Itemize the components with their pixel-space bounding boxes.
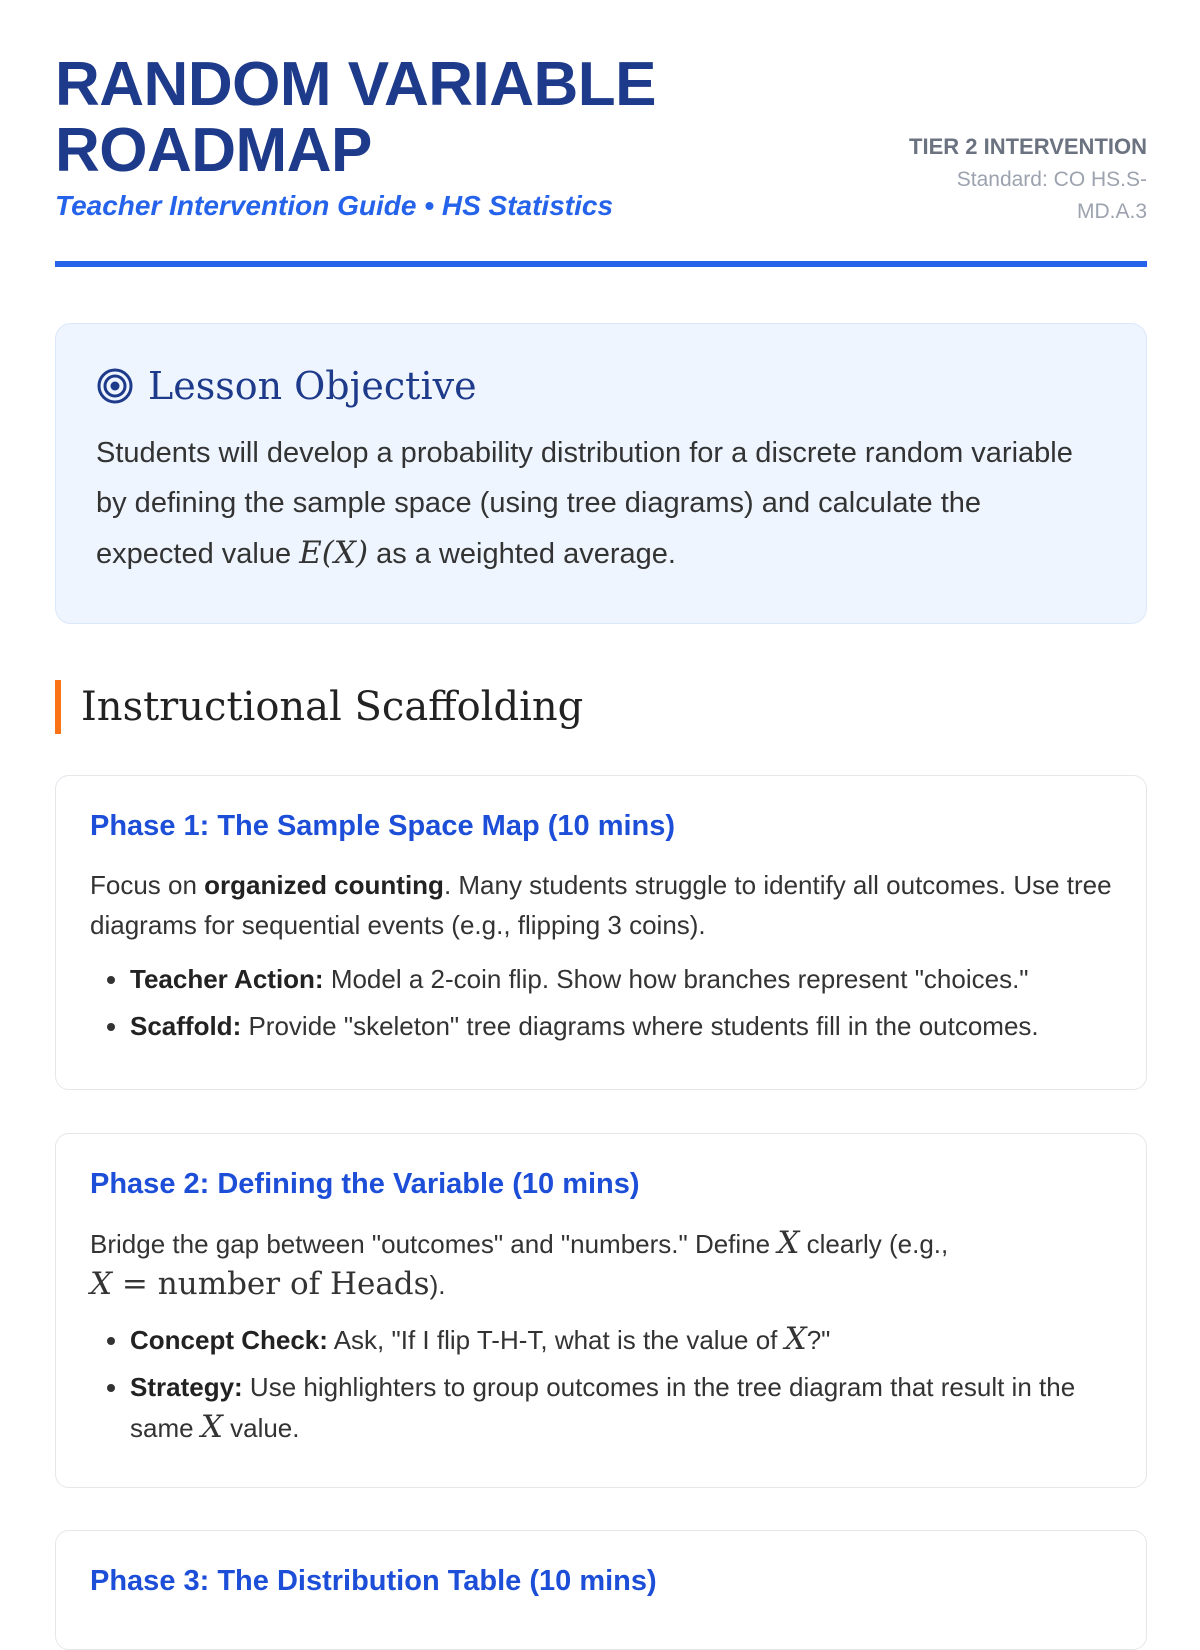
bullet-math-var: X: [200, 1409, 223, 1445]
phase-2-math-var: X: [90, 1266, 113, 1302]
objective-text-part-1: Students will develop a probability distribution for a discrete random variable by defining the sample space (using tree diagrams) and calculate the expected value: [96, 437, 1073, 570]
target-icon: [96, 367, 134, 405]
lesson-objective-box: [55, 323, 1147, 624]
page-subtitle: Teacher Intervention Guide • HS Statistics: [55, 190, 614, 221]
bullet-label: Concept Check:: [130, 1325, 328, 1355]
section-heading: [55, 680, 583, 734]
list-item: [130, 959, 1112, 999]
list-item: [130, 1367, 1112, 1448]
bullet-text: Provide "skeleton" tree diagrams where students fill in the outcomes.: [241, 1011, 1039, 1041]
bullet-text-end: value.: [222, 1413, 300, 1443]
phase-1-bullets: [90, 959, 1112, 1046]
title-line-2: ROADMAP: [55, 116, 372, 185]
bullet-label: Strategy:: [130, 1372, 243, 1402]
phase-1-desc-bold: organized counting: [204, 870, 444, 900]
objective-math: E(X): [299, 535, 369, 571]
phase-2-desc-pre: Bridge the gap between "outcomes" and "numbers." Define: [90, 1229, 778, 1259]
bullet-text: Model a 2-coin flip. Show how branches represent "choices.": [323, 964, 1029, 994]
bullet-math-var: X: [784, 1321, 807, 1357]
phase-1-description: [90, 865, 1112, 945]
objective-text-part-2: as a weighted average.: [368, 538, 676, 570]
standard-line-2: MD.A.3: [1076, 200, 1147, 223]
bullet-text: Ask, "If I flip T-H-T, what is the value of: [327, 1325, 785, 1355]
tier-label: TIER 2 INTERVENTION: [909, 134, 1147, 159]
phase-2-desc-mid: clearly (e.g.,: [799, 1229, 949, 1259]
phase-3-title: Phase 3: The Distribution Table (10 mins): [90, 1565, 657, 1597]
header-meta: [887, 134, 1147, 228]
phase-2-math-rest: = number of Heads: [112, 1266, 430, 1302]
phase-3-card: [55, 1530, 1147, 1650]
page-header: [55, 52, 1147, 267]
standard-line-1: Standard: CO HS.S-: [956, 168, 1147, 191]
phase-2-desc-var: X: [777, 1225, 800, 1261]
phase-2-card: [55, 1133, 1147, 1488]
bullet-label: Scaffold:: [130, 1011, 242, 1041]
phase-1-desc-pre: Focus on: [90, 870, 205, 900]
phase-1-desc-post: . Many students struggle to identify all outcomes. Use tree diagrams for sequential events (e.g., flipping 3 coins).: [90, 870, 1112, 940]
title-line-1: RANDOM VARIABLE: [55, 50, 656, 119]
phase-2-title: Phase 2: Defining the Variable (10 mins): [90, 1168, 640, 1200]
bullet-text-end: ?": [806, 1325, 831, 1355]
phase-2-desc-end: ).: [429, 1270, 446, 1300]
objective-text: [96, 428, 1106, 579]
phase-2-bullets: [90, 1319, 1112, 1448]
list-item: [130, 1319, 1112, 1360]
phase-1-card: [55, 775, 1147, 1090]
bullet-label: Teacher Action:: [130, 964, 324, 994]
page-title: [55, 52, 755, 184]
bullet-text: Use highlighters to group outcomes in the tree diagram that result in the same: [130, 1372, 1076, 1443]
standard-label: [887, 164, 1147, 228]
objective-title: Lesson Objective: [148, 364, 477, 408]
phase-2-description: [90, 1223, 1112, 1305]
phase-1-title: Phase 1: The Sample Space Map (10 mins): [90, 810, 676, 842]
objective-heading: [96, 364, 1106, 408]
section-title: Instructional Scaffolding: [81, 684, 584, 730]
list-item: [130, 1006, 1112, 1046]
